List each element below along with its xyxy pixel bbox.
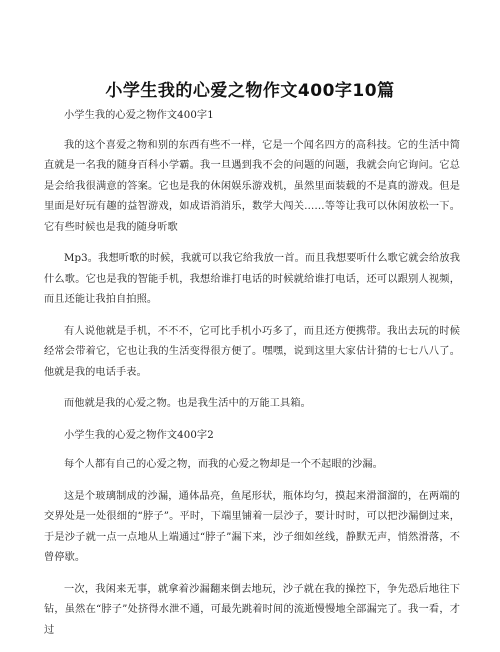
paragraph: Mp3。我想听歌的时候，我就可以我它给我放一首。而且我想要听什么歌它就会给放我什么歌。它也是我的智能手机，我想给谁打电话的时候就给谁打电话，还可以跟别人视频，而且还能让我拍自拍照。: [44, 253, 460, 305]
section-heading: 小学生我的心爱之物作文400字2: [64, 429, 214, 441]
document-title: 小学生我的心爱之物作文400字10篇: [105, 81, 395, 101]
paragraph: 有人说他就是手机，不不不，它可比手机小巧多了，而且还方便携带。我出去玩的时候经常会带着它，它也让我的生活变得很方便了。嘿嘿，说到这里大家估计猜的七七八八了。他就是我的电话手表。: [44, 325, 460, 378]
paragraph: 这是个玻璃制成的沙漏，通体晶亮，鱼尾形状，瓶体均匀，摸起来滑溜溜的，在两端的交界处是一处很细的“脖子”。平时，下端里铺着一层沙子，要计时时，可以把沙漏倒过来，于是沙子就一点一点地从上端通过“脖子”漏下来，沙子细如丝线，静默无声，悄然滑落，不曾停歇。: [44, 490, 460, 563]
paragraph: 一次，我闲来无事，就拿着沙漏翻来倒去地玩，沙子就在我的操控下，争先恐后地往下钻，虽然在“脖子”处挤得水泄不通，可最先跳着时间的流逝慢慢地全部漏完了。我一看，才过: [44, 583, 460, 636]
paragraph: 每个人都有自己的心爱之物，而我的心爱之物却是一个不起眼的沙漏。: [64, 459, 383, 470]
section-heading: 小学生我的心爱之物作文400字1: [64, 110, 214, 121]
paragraph: 而他就是我的心爱之物。也是我生活中的万能工具箱。: [64, 398, 311, 409]
paragraph: 我的这个喜爱之物和别的东西有些不一样，它是一个闻名四方的高科技。它的生活中简直就是一名我的随身百科小学霸。我一旦遇到我不会的问题的问题，我就会向它询问。它总是会给我很满意的答案。它也是我的休闲娱乐游戏机，虽然里面装载的不是真的游戏。但是里面是好玩有趣的益智游戏，如成语消消乐，数学大闯关……等等让我可以休闲放松一下。它有些时候也是我的随身听歌: [44, 139, 460, 233]
document-body: [44, 106, 460, 652]
